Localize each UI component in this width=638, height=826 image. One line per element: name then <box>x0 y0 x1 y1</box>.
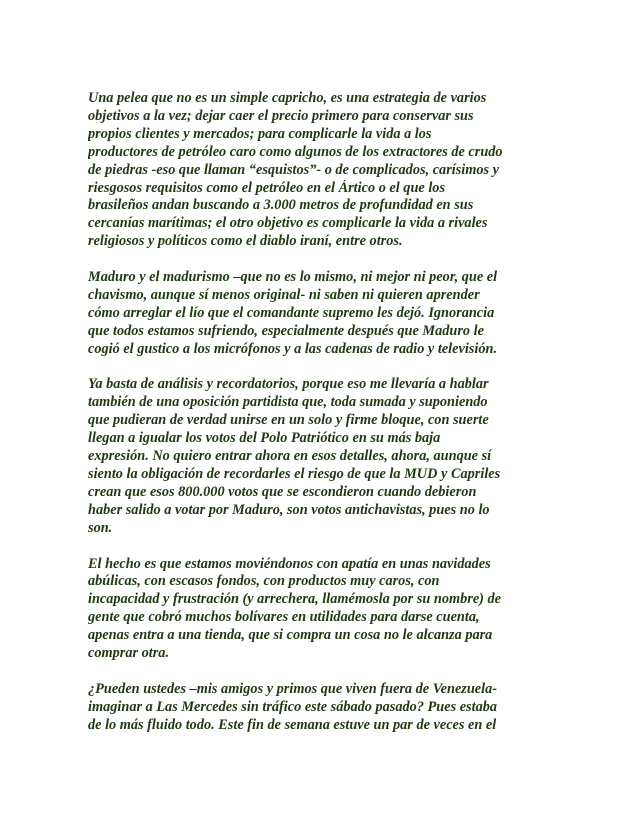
text-line: abúlicas, con escasos fondos, con productos muy caros, con <box>88 573 440 590</box>
text-line: son. <box>88 519 113 536</box>
text-line: brasileños andan buscando a 3.000 metros de profundidad en sus <box>88 197 474 214</box>
text-line: propios clientes y mercados; para complicarle la vida a los <box>88 125 432 142</box>
text-line: que todos estamos sufriendo, especialmente después que Maduro le <box>88 322 484 339</box>
text-line: expresión. No quiero entrar ahora en esos detalles, ahora, aunque sí <box>88 448 492 465</box>
text-line: Una pelea que no es un simple capricho, es una estrategia de varios <box>88 90 487 106</box>
text-line: objetivos a la vez; dejar caer el precio primero para conservar sus <box>88 107 474 124</box>
text-line: llegan a igualar los votos del Polo Patriótico en su más baja <box>88 430 441 447</box>
text-line: riesgosos requisitos como el petróleo en el Ártico o el que los <box>88 179 446 196</box>
text-line: Ya basta de análisis y recordatorios, porque eso me llevaría a hablar <box>88 376 489 393</box>
text-line: crean que esos 800.000 votos que se escondieron cuando debieron <box>88 483 477 500</box>
text-line: de lo más fluido todo. Este fin de semana estuve un par de veces en el <box>88 716 497 733</box>
text-line: imaginar a Las Mercedes sin tráfico este sábado pasado? Pues estaba <box>88 698 498 715</box>
text-line: apenas entra a una tienda, que si compra un cosa no le alcanza para <box>88 627 493 644</box>
text-line: siento la obligación de recordarles el riesgo de que la MUD y Capriles <box>88 466 501 482</box>
text-line: El hecho es que estamos moviéndonos con apatía en unas navidades <box>88 555 491 572</box>
body-text <box>88 90 550 752</box>
text-line: de piedras -eso que llaman “esquistos”- o de complicados, carísimos y <box>88 161 500 178</box>
text-line: también de una oposición partidista que, toda sumada y suponiendo <box>88 394 488 411</box>
text-line: chavismo, aunque sí menos original- ni saben ni quieren aprender <box>88 286 480 303</box>
text-line: que pudieran de verdad unirse en un solo y firme bloque, con suerte <box>88 412 489 429</box>
paragraph-las-mercedes <box>88 681 550 735</box>
text-line: Maduro y el madurismo –que no es lo mismo, ni mejor ni peor, que el <box>88 269 498 286</box>
text-line: religiosos y políticos como el diablo iraní, entre otros. <box>88 233 403 250</box>
text-line: productores de petróleo caro como algunos de los extractores de crudo <box>88 143 503 160</box>
paragraph-christmas-apathy <box>88 556 550 663</box>
text-line: comprar otra. <box>88 645 170 662</box>
paragraph-opposition <box>88 376 550 537</box>
text-line: cogió el gustico a los micrófonos y a las cadenas de radio y televisión. <box>88 340 498 357</box>
text-line: cómo arreglar el lío que el comandante supremo les dejó. Ignorancia <box>88 304 495 321</box>
text-line: cercanías marítimas; el otro objetivo es complicarle la vida a rivales <box>88 215 488 232</box>
text-line: gente que cobró muchos bolívares en utilidades para darse cuenta, <box>88 609 480 626</box>
paragraph-oil-strategy <box>88 90 550 251</box>
text-line: ¿Pueden ustedes –mis amigos y primos que viven fuera de Venezuela- <box>88 680 498 697</box>
text-line: incapacidad y frustración (y arrechera, llamémosla por su nombre) de <box>88 591 502 608</box>
paragraph-madurismo <box>88 269 550 359</box>
text-line: haber salido a votar por Maduro, son votos antichavistas, pues no lo <box>88 501 490 518</box>
